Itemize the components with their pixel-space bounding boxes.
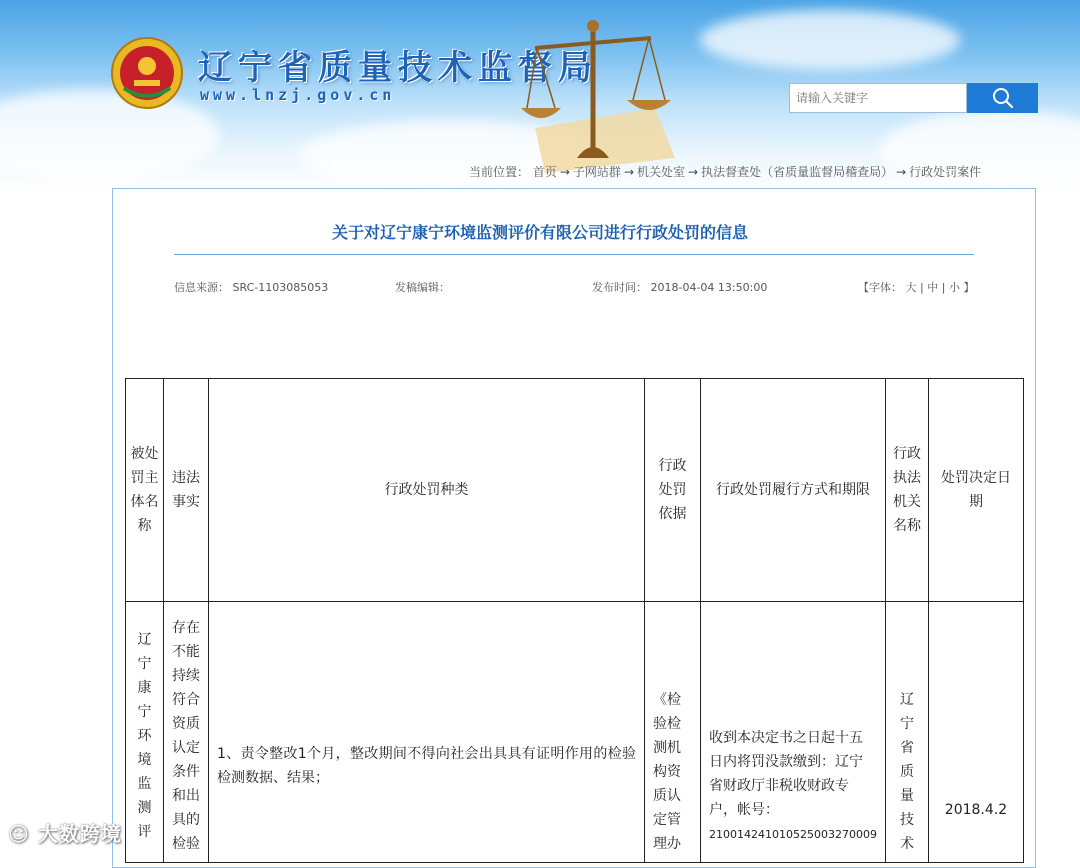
search-icon [991,86,1015,110]
breadcrumb-departments[interactable]: 机关处室 [637,165,686,179]
cloud-decoration [700,10,960,70]
font-label: 【字体： [858,281,902,294]
cell-date [928,602,1023,863]
breadcrumb-home[interactable]: 首页 [532,165,557,179]
watermark-icon: ☺ [8,822,30,846]
cell-text: 1、责令整改1个月，整改期间不得向社会出具具有证明作用的检验检测数据、结果； [217,746,636,786]
cell-text: 辽宁省质量技术 [899,692,914,852]
cell-text [701,602,885,847]
header-subject [126,379,164,602]
article-title: 关于对辽宁康宁环境监测评价有限公司进行行政处罚的信息 [331,223,748,242]
cell-basis [645,602,701,863]
watermark-logo [8,818,122,847]
breadcrumb-prefix: 当前位置： [469,165,530,179]
font-divider: | [920,281,924,294]
editor [395,279,450,295]
source-value: SRC-1103085053 [232,281,329,294]
cell-fact [164,602,209,863]
breadcrumb-separator: → [688,165,699,179]
search-input[interactable] [789,83,967,113]
cell-agency [885,602,928,863]
title-divider [174,254,974,255]
header-basis [645,379,701,602]
header-text: 被处罚主体名称 [130,446,159,534]
header-fact [164,379,209,602]
penalty-table [125,378,1024,863]
breadcrumb-current[interactable]: 行政处罚案件 [909,165,982,179]
cell-punishment [209,602,645,863]
cell-text: 2018.4.2 [944,802,1008,818]
publish-value: 2018-04-04 13:50:00 [650,281,768,294]
publish-label: 发布时间： [592,281,647,294]
breadcrumb-separator: → [623,165,634,179]
search-button[interactable] [967,83,1038,113]
table-row [126,602,1024,863]
header-text: 行政处罚依据 [658,458,687,522]
header-text: 行政处罚种类 [384,482,469,498]
method-text: 收到本决定书之日起十五日内将罚没款缴到：辽宁省财政厅非税收财政专户，帐号： [709,730,863,818]
font-medium-link[interactable]: 中 [927,281,939,294]
font-small-link[interactable]: 小 [948,281,960,294]
editor-label: 发稿编辑： [395,281,450,294]
cell-text: 《检验检测机构资质认定管理办 [653,692,681,852]
cell-text: 辽宁康宁环境监测评 [137,632,152,840]
font-large-link[interactable]: 大 [905,281,917,294]
scales-icon [515,8,675,173]
font-divider: | [941,281,946,294]
breadcrumb-separator: → [896,165,907,179]
site-url[interactable]: www.lnzj.gov.cn [200,86,396,104]
source-label: 信息来源： [174,281,229,294]
breadcrumb-enforcement[interactable]: 执法督查处（省质量监督局稽查局） [701,165,894,179]
site-title[interactable]: 辽宁省质量技术监督局 [198,48,598,88]
emblem-logo[interactable] [110,36,184,110]
watermark-text: 大数跨境 [37,822,122,846]
breadcrumb [469,163,981,180]
header-method [701,379,886,602]
publish-time [592,279,767,295]
header-text: 行政处罚履行方式和期限 [715,482,870,498]
cell-text: 存在不能持续符合资质认定条件和出具的检验 [172,620,200,852]
cell-subject [126,602,164,863]
cell-method [701,602,886,863]
breadcrumb-separator: → [559,165,570,179]
header-punishment [209,379,645,602]
breadcrumb-subsites[interactable]: 子网站群 [572,165,621,179]
header-text: 违法事实 [172,470,200,510]
font-close: 】 [963,281,975,294]
header-agency [885,379,928,602]
font-size-switcher [858,279,974,295]
info-source [174,279,328,295]
header-text: 处罚决定日期 [940,470,1011,510]
account-number: 210014241010525003270009 [709,828,877,841]
site-header [0,0,1080,190]
header-date [928,379,1023,602]
table-header-row [126,379,1024,602]
header-text: 行政执法机关名称 [892,446,921,534]
